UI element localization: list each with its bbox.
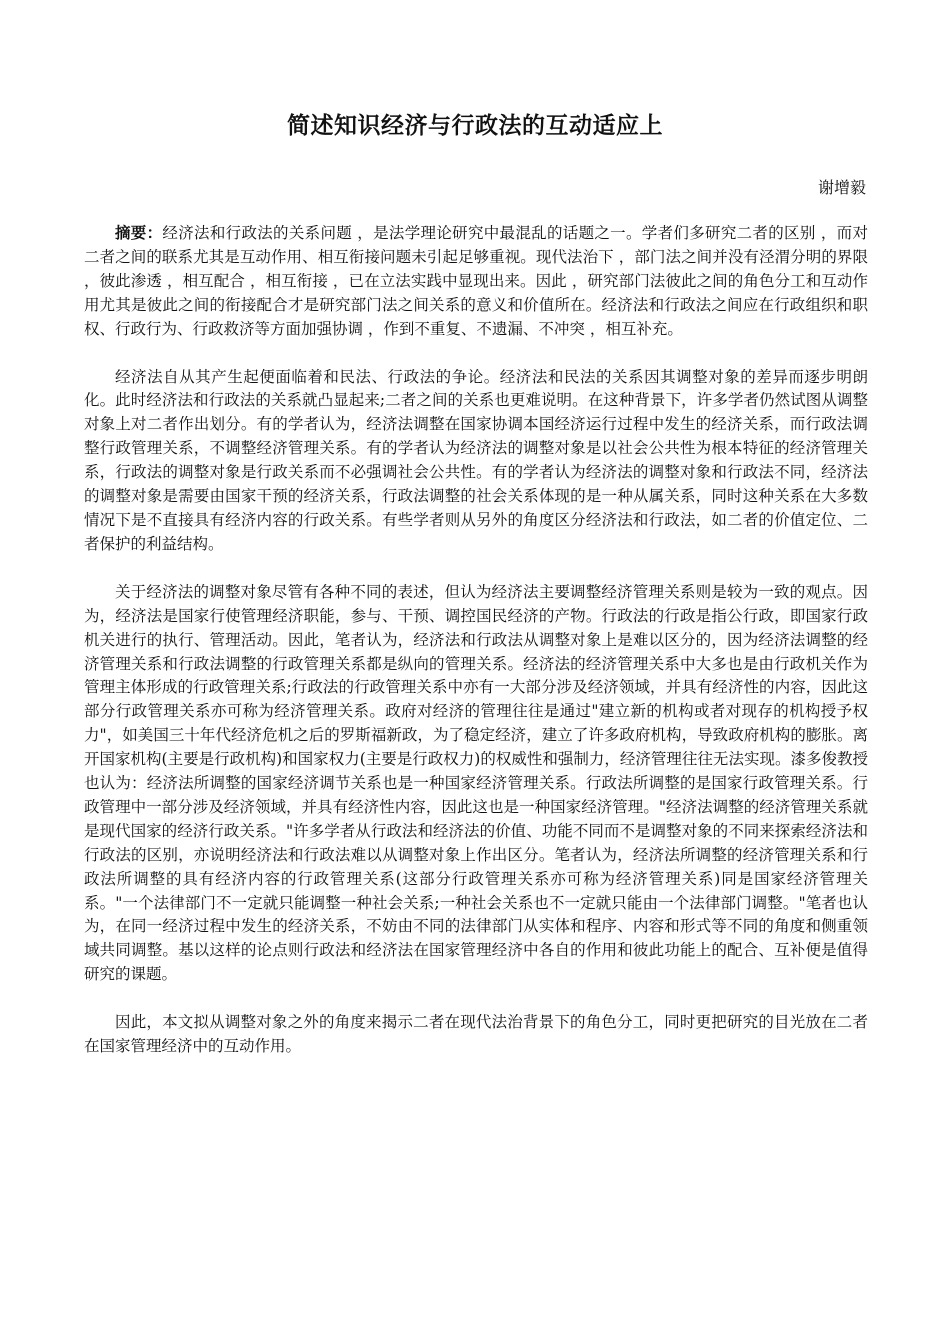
body-paragraph-2: 关于经济法的调整对象尽管有各种不同的表述，但认为经济法主要调整经济管理关系则是较为一致的观点。因为，经济法是国家行使管理经济职能，参与、干预、调控国民经济的产物。行政法的行政是指公行政，即国家行政机关进行的执行、管理活动。因此，笔者认为，经济法和行政法从调整对象上是难以区分的，因为经济法调整的经济管理关系和行政法调整的行政管理关系都是纵向的管理关系。经济法的经济管理关系中大多也是由行政机关作为管理主体形成的行政管理关系;行政法的行政管理关系中亦有一大部分涉及经济领域，并具有经济性的内容，因此这部分行政管理关系亦可称为经济管理关系。政府对经济的管理往往是通过"建立新的机构或者对现存的机构授予权力"，如美国三十年代经济危机之后的罗斯福新政，为了稳定经济，建立了许多政府机构，导致政府机构的膨胀。离开国家机构(主要是行政机构)和国家权力(主要是行政权力)的权威性和强制力，经济管理往往无法实现。漆多俊教授也认为：经济法所调整的国家经济调节关系也是一种国家经济管理关系。行政法所调整的是国家行政管理关系。行政管理中一部分涉及经济领域，并具有经济性内容，因此这也是一种国家经济管理。"经济法调整的经济管理关系就是现代国家的经济行政关系。"许多学者从行政法和经济法的价值、功能不同而不是调整对象的不同来探索经济法和行政法的区别，亦说明经济法和行政法难以从调整对象上作出区分。笔者认为，经济法所调整的经济管理关系和行政法所调整的具有经济内容的行政管理关系(这部分行政管理关系亦可称为经济管理关系)同是国家经济管理关系。"一个法律部门不一定就只能调整一种社会关系;一种社会关系也不一定就只能由一个法律部门调整。"笔者也认为，在同一经济过程中发生的经济关系，不妨由不同的法律部门从实体和程序、内容和形式等不同的角度和侧重领域共同调整。基以这样的论点则行政法和经济法在国家管理经济中各自的作用和彼此功能上的配合、互补便是值得研究的课题。 — [84, 582, 868, 984]
abstract-label: 摘要： — [115, 224, 163, 242]
body-paragraph-1: 经济法自从其产生起便面临着和民法、行政法的争论。经济法和民法的关系因其调整对象的差异而逐步明朗化。此时经济法和行政法的关系就凸显起来;二者之间的关系也更难说明。在这种背景下，许多学者仍然试图从调整对象上对二者作出划分。有的学者认为，经济法调整在国家协调本国经济运行过程中发生的经济关系，而行政法调整行政管理关系，不调整经济管理关系。有的学者认为经济法的调整对象是以社会公共性为根本特征的经济管理关系，行政法的调整对象是行政关系而不必强调社会公共性。有的学者认为经济法的调整对象和行政法不同，经济法的调整对象是需要由国家干预的经济关系，行政法调整的社会关系体现的是一种从属关系，同时这种关系在大多数情况下是不直接具有经济内容的行政关系。有些学者则从另外的角度区分经济法和行政法，如二者的价值定位、二者保护的利益结构。 — [84, 367, 868, 553]
abstract-paragraph — [84, 222, 868, 342]
author-name: 谢增毅 — [817, 178, 866, 197]
document-title: 简述知识经济与行政法的互动适应上 — [287, 113, 663, 139]
document-body — [84, 222, 868, 1083]
body-paragraph-3: 因此，本文拟从调整对象之外的角度来揭示二者在现代法治背景下的角色分工，同时更把研究的目光放在二者在国家管理经济中的互动作用。 — [84, 1013, 868, 1056]
abstract-text: 经济法和行政法的关系问题 ，是法学理论研究中最混乱的话题之一。学者们多研究二者的区别 ，而对二者之间的联系尤其是互动作用、相互衔接问题未引起足够重视。现代法治下 ，部门法之间并没有泾渭分明的界限 ，彼此渗透 ，相互配合 ，相互衔接 ，已在立法实践中显现出来。因此 ，研究部门法彼此之间的角色分工和互动作用尤其是彼此之间的衔接配合才是研究部门法之间关系的意义和价值所在。经济法和行政法之间应在行政组织和职权、行政行为、行政救济等方面加强协调 ，作到不重复、不遗漏、不冲突 ，相互补充。 — [84, 224, 868, 338]
